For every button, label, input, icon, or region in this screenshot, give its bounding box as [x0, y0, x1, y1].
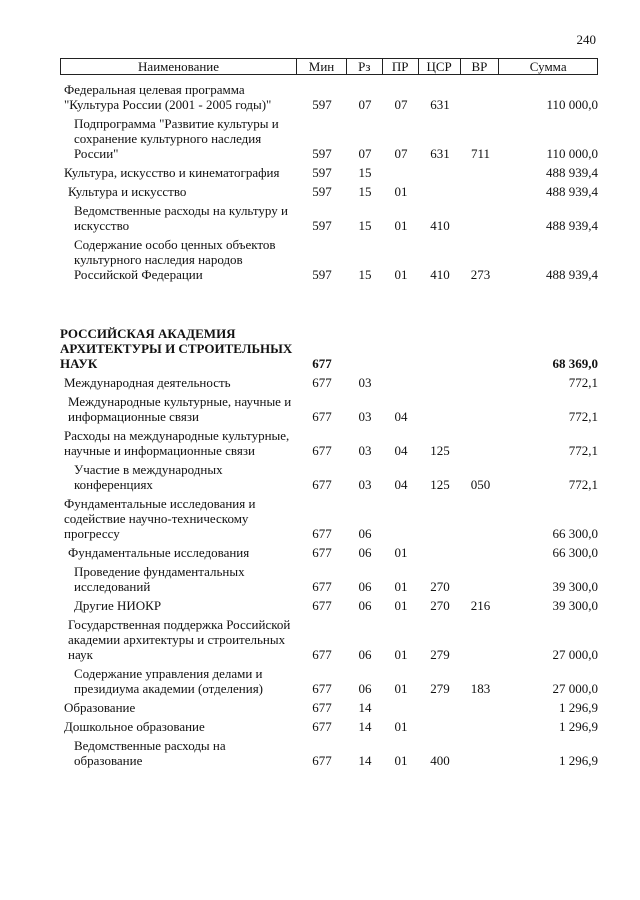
row-pr: 01 [394, 579, 408, 594]
row-vr: 216 [470, 598, 491, 613]
table-row [60, 82, 598, 112]
row-name: Участие в международных конференциях [74, 462, 223, 492]
table-row [60, 375, 598, 390]
row-name: РОССИЙСКАЯ АКАДЕМИЯ АРХИТЕКТУРЫ И СТРОИТЕЛЬНЫХ НАУК [60, 326, 293, 371]
row-name: Культура, искусство и кинематография [64, 165, 280, 180]
page-number: 240 [576, 32, 596, 47]
row-pr: 01 [394, 647, 408, 662]
row-sum: 110 000,0 [546, 146, 598, 161]
row-min: 677 [312, 753, 332, 768]
row-pr: 04 [394, 443, 408, 458]
row-name: Ведомственные расходы на образование [74, 738, 226, 768]
row-sum: 39 300,0 [552, 579, 598, 594]
row-name: Фундаментальные исследования и содействие научно-техническому прогрессу [64, 496, 256, 541]
table-row [60, 203, 598, 233]
row-rz: 03 [358, 409, 372, 424]
row-rz: 14 [358, 719, 372, 734]
row-name: Государственная поддержка Российской академии архитектуры и строительных наук [68, 617, 291, 662]
row-pr: 04 [394, 409, 408, 424]
row-min: 677 [312, 409, 332, 424]
row-pr: 07 [394, 97, 408, 112]
row-sum: 488 939,4 [546, 218, 598, 233]
row-name: Проведение фундаментальных исследований [74, 564, 245, 594]
row-pr: 01 [394, 218, 408, 233]
row-name: Федеральная целевая программа "Культура России (2001 - 2005 годы)" [64, 82, 272, 112]
row-min: 677 [312, 526, 332, 541]
row-min: 677 [312, 375, 332, 390]
row-name: Ведомственные расходы на культуру и искусство [74, 203, 288, 233]
row-sum: 110 000,0 [546, 97, 598, 112]
row-rz: 06 [358, 526, 372, 541]
row-min: 677 [312, 545, 332, 560]
header-csr: ЦСР [419, 59, 461, 74]
row-min: 597 [312, 184, 332, 199]
row-name: Международные культурные, научные и информационные связи [68, 394, 292, 424]
row-rz: 03 [358, 375, 372, 390]
row-sum: 1 296,9 [559, 719, 598, 734]
row-min: 677 [312, 443, 332, 458]
row-csr: 410 [430, 218, 450, 233]
row-sum: 772,1 [568, 443, 598, 458]
row-rz: 06 [358, 647, 372, 662]
row-vr: 050 [470, 477, 491, 492]
row-csr: 270 [430, 598, 450, 613]
header-pr: ПР [383, 59, 419, 74]
row-min: 677 [312, 719, 332, 734]
table-row [60, 719, 598, 734]
table-row [60, 700, 598, 715]
row-rz: 06 [358, 579, 372, 594]
row-rz: 06 [358, 545, 372, 560]
table-row [60, 617, 598, 662]
row-sum: 66 300,0 [552, 545, 598, 560]
row-min: 677 [312, 477, 332, 492]
row-csr: 631 [430, 97, 450, 112]
row-sum: 1 296,9 [559, 753, 598, 768]
row-name: Содержание управления делами и президиума академии (отделения) [74, 666, 264, 696]
row-sum: 488 939,4 [546, 267, 598, 282]
table-row [60, 394, 598, 424]
row-min: 677 [312, 598, 332, 613]
row-pr: 01 [394, 753, 408, 768]
table-row [60, 165, 598, 180]
row-vr: 183 [470, 681, 491, 696]
row-rz: 15 [358, 184, 372, 199]
table-row [60, 237, 598, 282]
table-row [60, 666, 598, 696]
row-sum: 772,1 [568, 409, 598, 424]
row-name: Дошкольное образование [64, 719, 205, 734]
table-row [60, 564, 598, 594]
header-vr: ВР [461, 59, 500, 74]
row-csr: 279 [430, 647, 450, 662]
row-csr: 125 [430, 443, 450, 458]
row-min: 597 [312, 218, 332, 233]
row-min: 597 [312, 146, 332, 161]
table-body [60, 82, 598, 772]
row-rz: 14 [358, 753, 372, 768]
table-row [60, 545, 598, 560]
row-name: Содержание особо ценных объектов культурного наследия народов Российской Федерации [74, 237, 276, 282]
table-row [60, 326, 598, 371]
row-min: 677 [312, 700, 332, 715]
row-min: 597 [312, 165, 332, 180]
row-min: 597 [312, 97, 332, 112]
row-name: Другие НИОКР [74, 598, 162, 613]
row-min: 677 [312, 681, 332, 696]
table-row [60, 428, 598, 458]
row-rz: 07 [358, 146, 372, 161]
row-pr: 01 [394, 681, 408, 696]
row-sum: 27 000,0 [552, 681, 598, 696]
row-min: 677 [312, 579, 332, 594]
row-csr: 125 [430, 477, 450, 492]
row-rz: 15 [358, 267, 372, 282]
row-sum: 772,1 [568, 375, 598, 390]
row-csr: 631 [430, 146, 450, 161]
row-vr: 711 [470, 146, 491, 161]
row-rz: 06 [358, 598, 372, 613]
row-csr: 279 [430, 681, 450, 696]
row-sum: 1 296,9 [559, 700, 598, 715]
table-header [60, 58, 598, 75]
row-name: Расходы на международные культурные, научные и информационные связи [64, 428, 290, 458]
row-pr: 01 [394, 184, 408, 199]
section-gap [60, 286, 598, 326]
row-name: Фундаментальные исследования [68, 545, 250, 560]
row-vr: 273 [470, 267, 491, 282]
row-rz: 03 [358, 443, 372, 458]
row-pr: 01 [394, 267, 408, 282]
row-pr: 07 [394, 146, 408, 161]
row-min: 677 [312, 647, 332, 662]
row-sum: 488 939,4 [546, 184, 598, 199]
header-min: Мин [297, 59, 347, 74]
header-sum: Сумма [529, 59, 567, 74]
row-sum: 66 300,0 [552, 526, 598, 541]
row-min: 677 [312, 356, 332, 371]
table-row [60, 496, 598, 541]
table-row [60, 462, 598, 492]
row-rz: 15 [358, 218, 372, 233]
row-rz: 03 [358, 477, 372, 492]
row-pr: 04 [394, 477, 408, 492]
row-sum: 488 939,4 [546, 165, 598, 180]
row-rz: 14 [358, 700, 372, 715]
row-csr: 400 [430, 753, 450, 768]
table-row [60, 738, 598, 768]
row-sum: 772,1 [568, 477, 598, 492]
row-pr: 01 [394, 545, 408, 560]
table-row [60, 598, 598, 613]
row-csr: 410 [430, 267, 450, 282]
row-sum: 39 300,0 [552, 598, 598, 613]
row-sum: 68 369,0 [552, 356, 598, 371]
row-csr: 270 [430, 579, 450, 594]
row-rz: 06 [358, 681, 372, 696]
header-rz: Рз [347, 59, 383, 74]
header-name: Наименование [61, 59, 297, 74]
table-row [60, 116, 598, 161]
table-row [60, 184, 598, 199]
row-rz: 15 [358, 165, 372, 180]
row-pr: 01 [394, 719, 408, 734]
row-name: Подпрограмма "Развитие культуры и сохранение культурного наследия России" [74, 116, 279, 161]
row-name: Образование [64, 700, 136, 715]
row-name: Культура и искусство [68, 184, 187, 199]
row-sum: 27 000,0 [552, 647, 598, 662]
row-rz: 07 [358, 97, 372, 112]
row-name: Международная деятельность [64, 375, 231, 390]
row-pr: 01 [394, 598, 408, 613]
row-min: 597 [312, 267, 332, 282]
